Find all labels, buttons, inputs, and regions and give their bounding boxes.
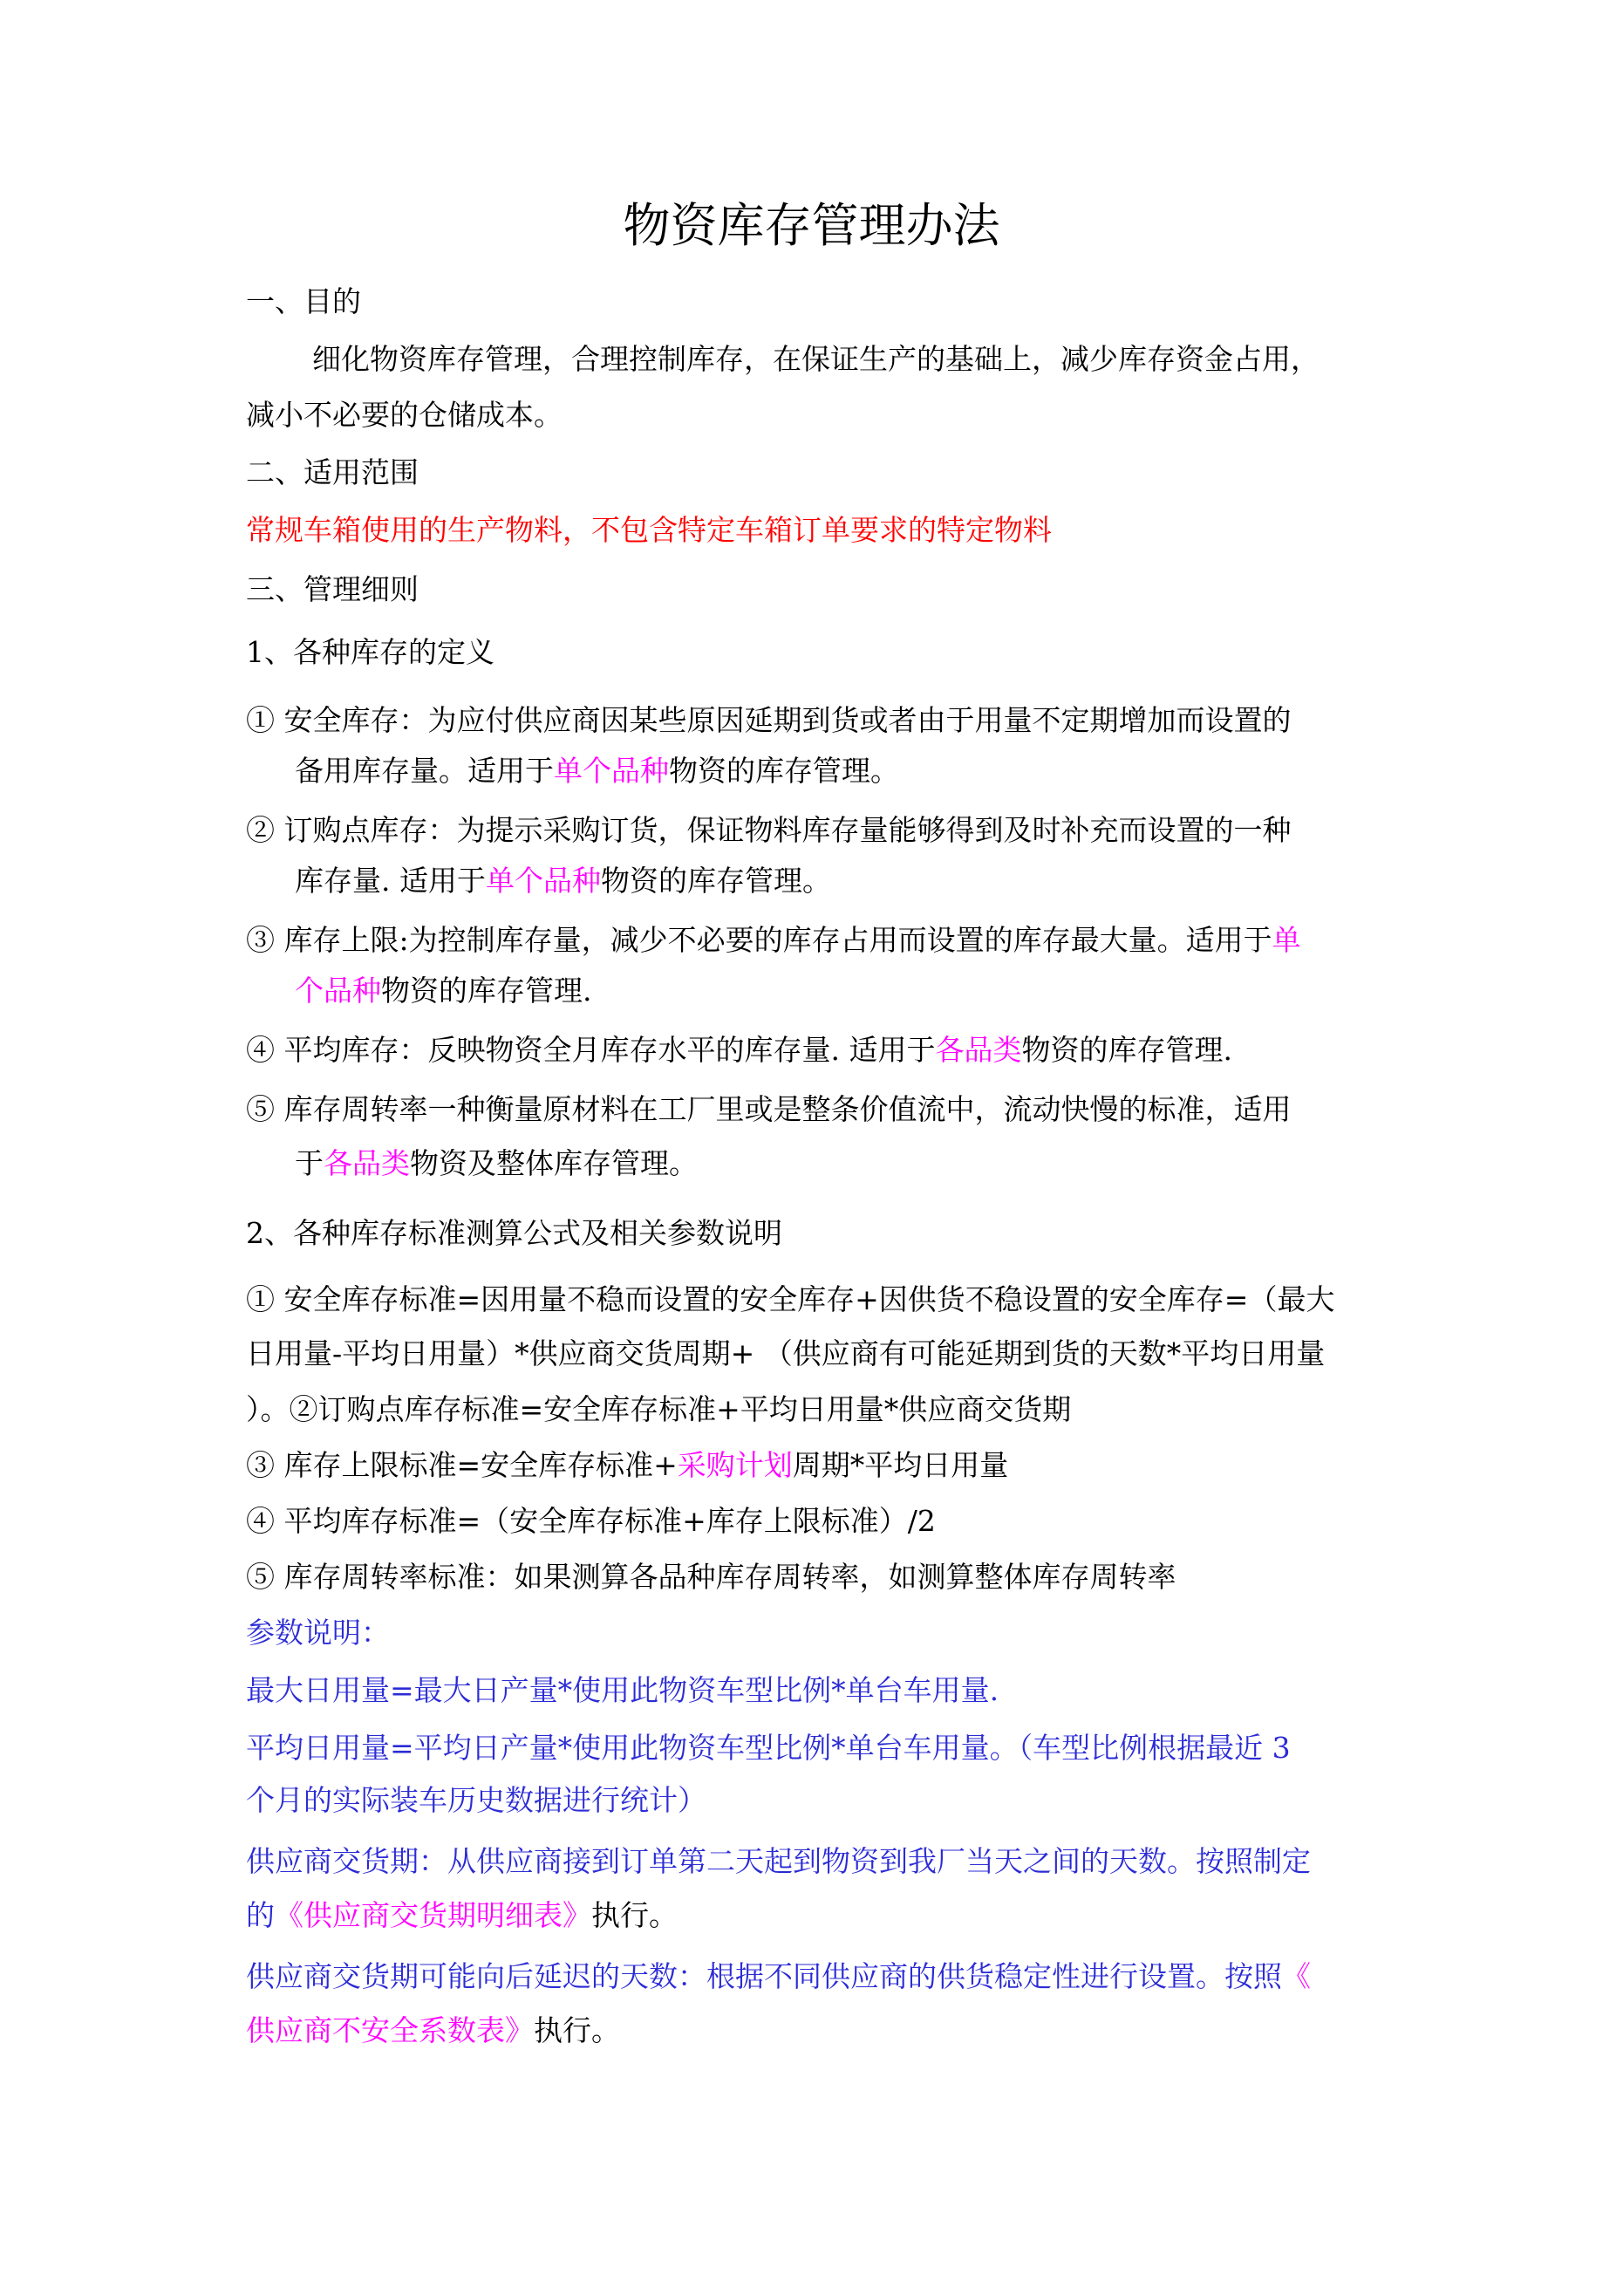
param-avg-daily-usage-line-2: 个月的实际装车历史数据进行统计） (246, 1783, 706, 1817)
definition-2-line-2 (246, 860, 1468, 902)
definition-1-highlight: 单个品种 (554, 754, 669, 788)
subsection-2-heading: 2、各种库存标准测算公式及相关参数说明 (246, 1216, 782, 1250)
definition-5-highlight: 各品类 (324, 1146, 410, 1180)
formula-5-line: ⑤ 库存周转率标准：如果测算各品种库存周转率，如测算整体库存周转率 (246, 1560, 1176, 1594)
formula-3-text-end: 周期*平均日用量 (792, 1448, 1009, 1482)
param-max-daily-usage: 最大日用量=最大日产量*使用此物资车型比例*单台车用量. (246, 1673, 999, 1707)
formula-3-text: ③ 库存上限标准=安全库存标准+ (246, 1448, 678, 1482)
params-heading: 参数说明： (246, 1616, 390, 1650)
document-title: 物资库存管理办法 (623, 198, 1000, 253)
definition-3-text: ③ 库存上限:为控制库存量，减少不必要的库存占用而设置的库存最大量。适用于 (246, 923, 1272, 957)
definition-1-line-2 (246, 750, 1468, 792)
unsafe-factor-table-reference: 供应商不安全系数表》 (246, 2013, 534, 2047)
param-avg-daily-usage-line-1: 平均日用量=平均日产量*使用此物资车型比例*单台车用量。（车型比例根据最近 3 (246, 1731, 1291, 1765)
param-lead-time-text: 的 (246, 1898, 275, 1932)
definition-5-line-2 (246, 1143, 1468, 1185)
definition-4-text: ④ 平均库存：反映物资全月库存水平的库存量. 适用于 (246, 1033, 936, 1067)
section-1-text-line-2: 减小不必要的仓储成本。 (246, 398, 563, 432)
param-lead-time-text-end: 执行。 (591, 1898, 678, 1932)
param-delay-days-line-1 (246, 1956, 1419, 1998)
section-2-scope-text: 常规车箱使用的生产物料，不包含特定车箱订单要求的特定物料 (246, 513, 1052, 547)
param-delay-days-text-end: 执行。 (534, 2013, 620, 2047)
definition-1-line-1: ① 安全库存：为应付供应商因某些原因延期到货或者由于用量不定期增加而设置的 (246, 703, 1292, 737)
definition-5-line-1: ⑤ 库存周转率一种衡量原材料在工厂里或是整条价值流中，流动快慢的标准，适用 (246, 1092, 1292, 1126)
section-2-heading: 二、适用范围 (246, 455, 419, 489)
subsection-1-heading: 1、各种库存的定义 (246, 635, 494, 669)
formula-3-line (246, 1445, 1419, 1486)
definition-3-text-end: 物资的库存管理. (381, 974, 592, 1008)
param-delay-days-text: 供应商交货期可能向后延迟的天数：根据不同供应商的供货稳定性进行设置。按照 (246, 1959, 1282, 1993)
definition-3-highlight-start: 单 (1272, 923, 1301, 957)
unsafe-factor-table-reference-start: 《 (1282, 1959, 1311, 1993)
definition-4-text-end: 物资的库存管理. (1021, 1033, 1232, 1067)
section-3-heading: 三、管理细则 (246, 572, 419, 606)
definition-1-text: 备用库存量。适用于 (295, 754, 554, 788)
formula-1-line-2: 日用量-平均日用量）*供应商交货周期+ （供应商有可能延期到货的天数*平均日用量 (246, 1336, 1326, 1370)
section-1-heading: 一、目的 (246, 284, 361, 318)
definition-2-line-1: ② 订购点库存：为提示采购订货，保证物料库存量能够得到及时补充而设置的一种 (246, 813, 1292, 847)
definition-2-highlight: 单个品种 (485, 864, 601, 898)
definition-2-text: 库存量. 适用于 (295, 864, 486, 898)
param-lead-time-line-1: 供应商交货期：从供应商接到订单第二天起到物资到我厂当天之间的天数。按照制定 (246, 1844, 1311, 1878)
param-lead-time-line-2 (246, 1895, 1419, 1937)
definition-4-highlight: 各品类 (935, 1033, 1022, 1067)
formula-4-line: ④ 平均库存标准=（安全库存标准+库存上限标准）/2 (246, 1504, 936, 1538)
definition-3-line-1 (246, 919, 1419, 961)
definition-5-text-end: 物资及整体库存管理。 (410, 1146, 698, 1180)
param-delay-days-line-2 (246, 2010, 1419, 2052)
definition-5-text: 于 (295, 1146, 324, 1180)
definition-2-text-end: 物资的库存管理。 (600, 864, 831, 898)
section-1-text-line-1: 细化物资库存管理，合理控制库存，在保证生产的基础上，减少库存资金占用， (312, 342, 1320, 376)
definition-3-line-2 (246, 970, 1468, 1012)
definition-4-line (246, 1029, 1419, 1071)
formula-1-line-3: ）。②订购点库存标准=安全库存标准+平均日用量*供应商交货期 (246, 1392, 1072, 1426)
definition-3-highlight-end: 个品种 (295, 974, 381, 1008)
lead-time-table-reference: 《供应商交货期明细表》 (275, 1898, 591, 1932)
definition-1-text-end: 物资的库存管理。 (669, 754, 899, 788)
formula-1-line-1: ① 安全库存标准=因用量不稳而设置的安全库存+因供货不稳设置的安全库存=（最大 (246, 1282, 1335, 1316)
formula-3-highlight: 采购计划 (677, 1448, 793, 1482)
